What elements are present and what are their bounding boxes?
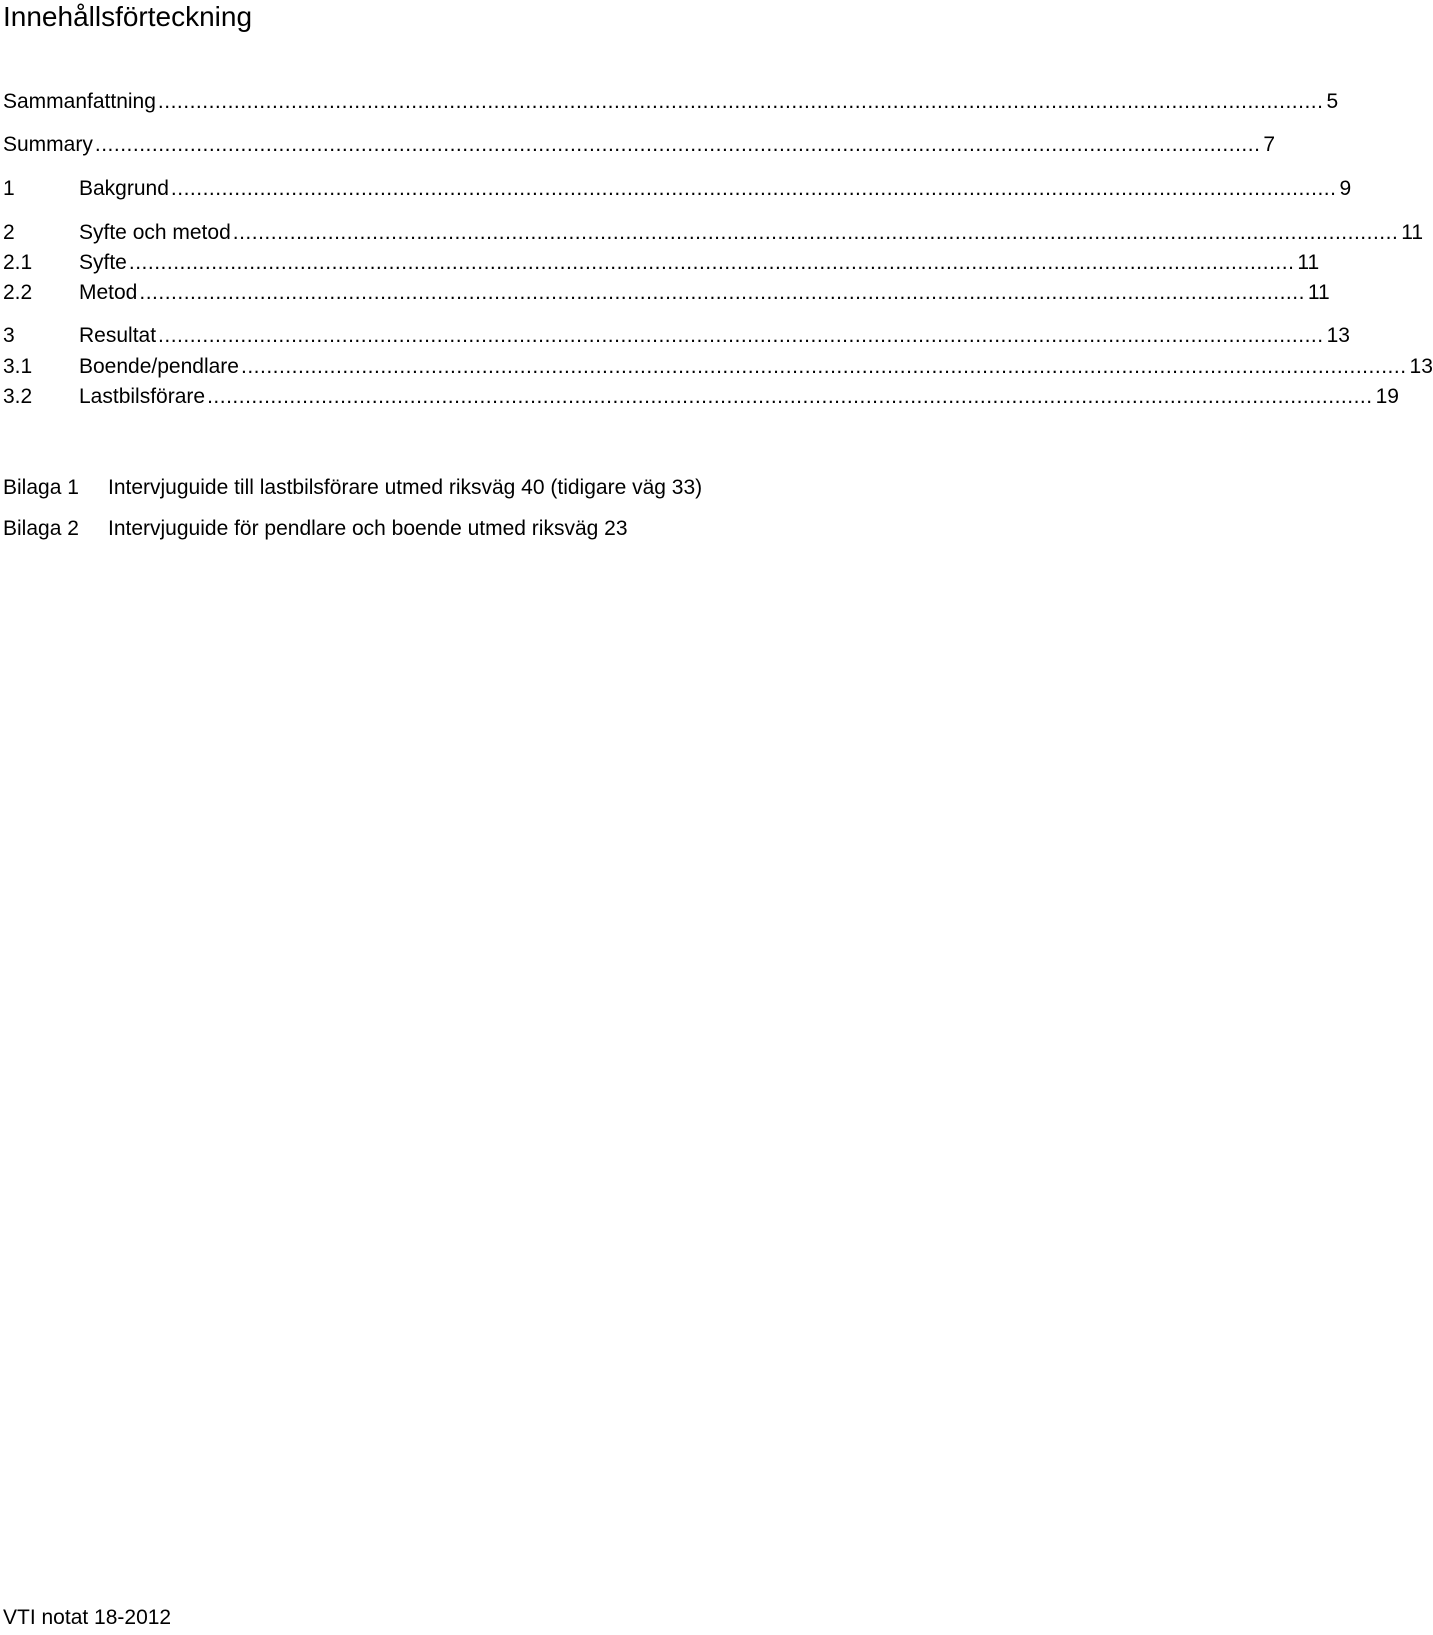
dot-leader: ........................................................................................................................................................................................ <box>232 221 1399 244</box>
dot-leader: ........................................................................................................................................................................................ <box>139 281 1305 304</box>
toc-entry-syfte-och-metod[interactable] <box>3 219 1424 247</box>
dot-leader: ........................................................................................................................................................................................ <box>240 355 1407 378</box>
toc-entry-number: 3.2 <box>3 385 33 408</box>
toc-entry-lastbilsforare[interactable] <box>3 383 1399 411</box>
appendix-label: Bilaga 1 <box>3 476 79 499</box>
toc-page-number: 9 <box>1339 177 1352 200</box>
toc-page-number: 11 <box>1297 251 1320 274</box>
toc-entry-label: Sammanfattning <box>3 90 156 113</box>
toc-entry-number: 2.1 <box>3 251 33 274</box>
toc-entry-summary[interactable] <box>3 131 1276 159</box>
dot-leader: ........................................................................................................................................................................................ <box>128 251 1295 274</box>
toc-entry-syfte[interactable] <box>3 249 1320 277</box>
dot-leader: ........................................................................................................................................................................................ <box>157 90 1324 113</box>
toc-page-number: 19 <box>1375 385 1399 408</box>
footer-report-id: VTI notat 18-2012 <box>3 1606 172 1629</box>
toc-entry-label: Summary <box>3 133 93 156</box>
toc-entry-label: Lastbilsförare <box>79 385 206 408</box>
dot-leader: ........................................................................................................................................................................................ <box>94 133 1261 156</box>
toc-entry-number: 3.1 <box>3 355 33 378</box>
toc-page-number: 5 <box>1326 90 1339 113</box>
toc-entry-number: 2 <box>3 221 15 244</box>
appendix-1[interactable] <box>3 474 702 502</box>
toc-entry-number: 3 <box>3 324 15 347</box>
toc-entry-label: Bakgrund <box>79 177 169 200</box>
toc-page-number: 11 <box>1307 281 1330 304</box>
toc-page-number: 13 <box>1409 355 1433 378</box>
dot-leader: ........................................................................................................................................................................................ <box>158 324 1324 347</box>
toc-entry-label: Boende/pendlare <box>79 355 239 378</box>
dot-leader: ........................................................................................................................................................................................ <box>207 385 1373 408</box>
page-title: Innehållsförteckning <box>3 1 253 32</box>
appendix-2[interactable] <box>3 515 628 543</box>
dot-leader: ........................................................................................................................................................................................ <box>170 177 1337 200</box>
toc-entry-label: Resultat <box>79 324 157 347</box>
toc-entry-label: Syfte och metod <box>79 221 231 244</box>
toc-entry-metod[interactable] <box>3 279 1330 307</box>
toc-entry-boende-pendlare[interactable] <box>3 353 1433 381</box>
toc-entry-sammanfattning[interactable] <box>3 88 1339 116</box>
toc-entry-number: 1 <box>3 177 15 200</box>
toc-page-number: 13 <box>1326 324 1350 347</box>
toc-entry-bakgrund[interactable] <box>3 175 1352 203</box>
appendix-title: Intervjuguide till lastbilsförare utmed riksväg 40 (tidigare väg 33) <box>108 476 703 499</box>
toc-entry-number: 2.2 <box>3 281 33 304</box>
toc-page-number: 11 <box>1401 221 1424 244</box>
toc-entry-label: Metod <box>79 281 138 304</box>
toc-entry-resultat[interactable] <box>3 322 1350 350</box>
appendix-title: Intervjuguide för pendlare och boende utmed riksväg 23 <box>108 517 628 540</box>
toc-page-number: 7 <box>1263 133 1276 156</box>
toc-entry-label: Syfte <box>79 251 127 274</box>
appendix-label: Bilaga 2 <box>3 517 79 540</box>
